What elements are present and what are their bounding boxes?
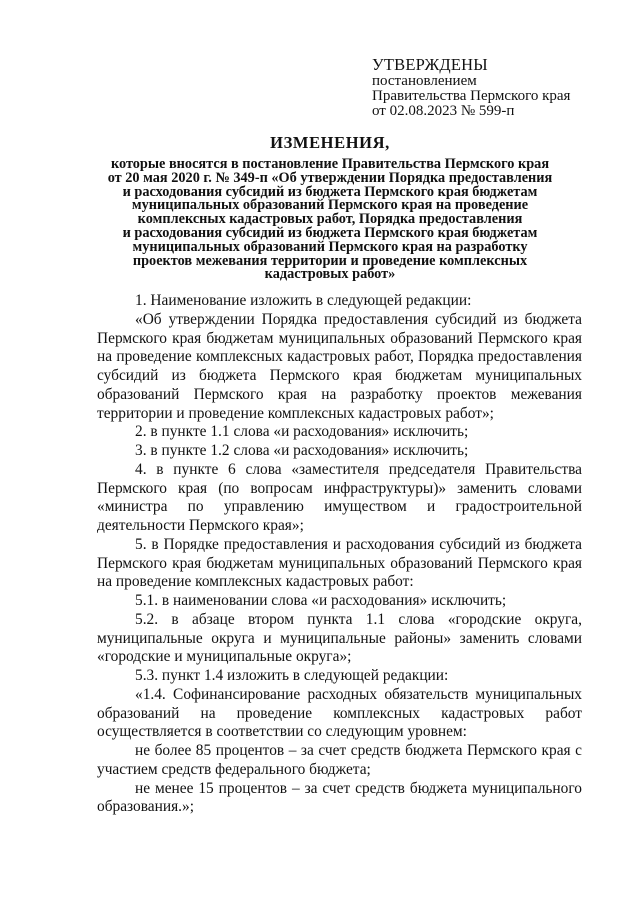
heading-title: ИЗМЕНЕНИЯ, bbox=[270, 133, 390, 152]
paragraph-4: 4. в пункте 6 слова «заместителя председателя Правительства Пермского края (по вопросам инфраструктуры)» заменить словами «министра по управлению имуществом и градостроительной деятельности Пермского края»; bbox=[97, 460, 582, 534]
approval-title: УТВЕРЖДЕНЫ bbox=[372, 55, 488, 74]
paragraph-3: 3. в пункте 1.2 слова «и расходования» исключить; bbox=[135, 442, 469, 459]
paragraph-85-percent: не более 85 процентов – за счет средств бюджета Пермского края с участием средств федерального бюджета; bbox=[97, 742, 582, 778]
paragraph-5-3: 5.3. пункт 1.4 изложить в следующей редакции: bbox=[135, 667, 449, 684]
approval-stamp bbox=[372, 55, 622, 119]
heading-line: и расходования субсидий из бюджета Пермского края бюджетам bbox=[122, 183, 538, 200]
paragraph-1-text: «Об утверждении Порядка предоставления субсидий из бюджета Пермского края бюджетам муниципальных образований Пермского края на проведение комплексных кадастровых работ, Порядка предоставления субсидий из бюджета Пермского края бюджетам муниципальных образований Пермского края на разработку проектов межевания территории и проведение комплексных кадастровых работ»; bbox=[97, 310, 582, 422]
document-heading bbox=[90, 133, 570, 282]
heading-line: муниципальных образований Пермского края на проведение bbox=[131, 197, 529, 214]
heading-line: которые вносятся в постановление Правительства Пермского края bbox=[110, 156, 550, 172]
paragraph-15-percent: не менее 15 процентов – за счет средств бюджета муниципального образования.»; bbox=[97, 779, 582, 816]
heading-line: от 20 мая 2020 г. № 349-п «Об утверждении Порядка предоставления bbox=[107, 169, 553, 186]
approval-line-1: постановлением bbox=[372, 73, 477, 89]
paragraph-1-4-quote: «1.4. Софинансирование расходных обязательств муниципальных образований на проведение комплексных кадастровых работ осуществляется в соответствии со следующим уровнем: bbox=[97, 685, 582, 741]
document-body bbox=[97, 292, 582, 817]
paragraph-2: 2. в пункте 1.1 слова «и расходования» исключить; bbox=[135, 423, 469, 441]
heading-line: комплексных кадастровых работ, Порядка предоставления bbox=[137, 211, 523, 228]
heading-line: проектов межевания территории и проведение комплексных bbox=[132, 252, 528, 269]
paragraph-5: 5. в Порядке предоставления и расходования субсидий из бюджета Пермского края бюджетам муниципальных образований Пермского края на проведение комплексных кадастровых работ: bbox=[97, 535, 582, 591]
approval-line-3: от 02.08.2023 № 599-п bbox=[372, 103, 515, 119]
heading-line: кадастровых работ» bbox=[264, 266, 396, 283]
paragraph-1: 1. Наименование изложить в следующей редакции: bbox=[135, 292, 472, 309]
paragraph-5-2: 5.2. в абзаце втором пункта 1.1 слова «городские округа, муниципальные округа и муниципальные районы» заменить словами «городские и муниципальные округа»; bbox=[97, 610, 582, 666]
heading-line: и расходования субсидий из бюджета Пермского края бюджетам bbox=[122, 224, 538, 241]
heading-line: муниципальных образований Пермского края на разработку bbox=[132, 238, 528, 255]
paragraph-5-1: 5.1. в наименовании слова «и расходования» исключить; bbox=[135, 592, 507, 609]
approval-line-2: Правительства Пермского края bbox=[372, 88, 571, 104]
